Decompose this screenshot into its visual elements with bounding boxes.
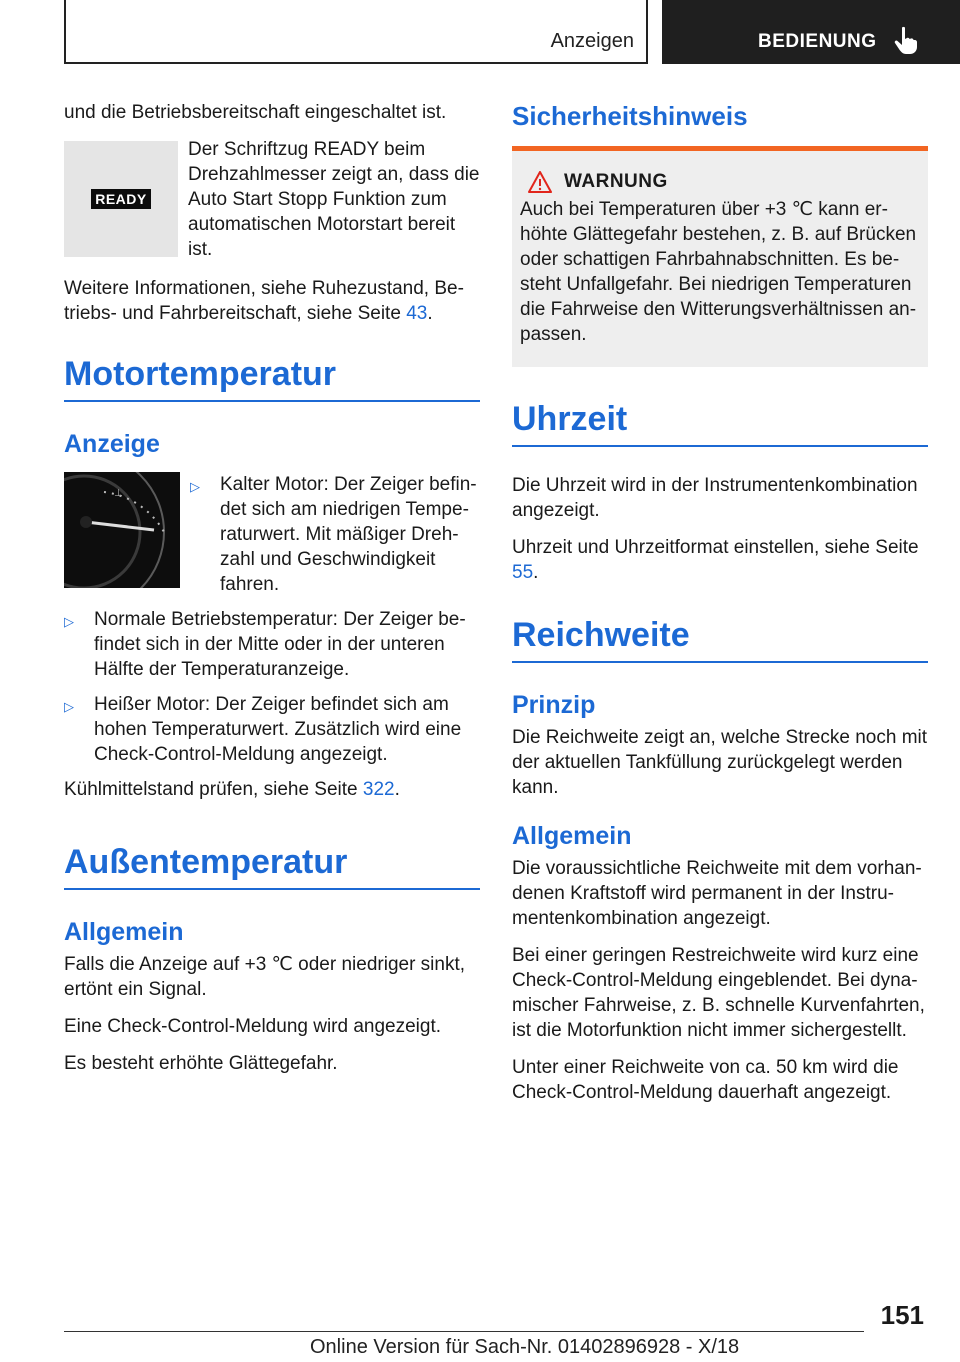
chapter-label: BEDIENUNG [758,31,877,52]
range-general-text-2: Bei einer geringen Restreichweite wird kurz eine Check-Control-Meldung eingeblendet. Bei dynamischer Fahrweise, z. B. schnelle Kurvenfahrten, ist die Motorfunktion nicht immer sichergestellt. [512,945,925,1041]
triangle-bullet-icon: ▷ [64,699,74,714]
range-principle-text: Die Reichweite zeigt an, welche Strecke noch mit der aktuellen Tankfüllung zurückgelegt werden kann. [512,727,928,798]
section-title-sicherheitshinweis: Sicherheitshinweis [512,101,748,131]
range-general-text-1: Die voraussichtliche Reichweite mit dem vorhandenen Kraftstoff wird permanent in der Instrumentenkombination angezeigt. [512,858,922,929]
subsection-title-allgemein: Allgemein [64,918,184,946]
warning-label: WARNUNG [564,171,668,192]
subsection-title-anzeige: Anzeige [64,430,160,458]
footer-online-version: Online Version für Sach-Nr. 01402896928 - X/18 [310,1336,740,1358]
warning-box [512,146,928,367]
section-tab[interactable] [64,0,648,64]
page-header [0,0,960,66]
ready-figure [64,141,178,257]
outside-temp-text-2: Eine Check-Control-Meldung wird angezeigt. [64,1016,442,1037]
triangle-bullet-icon: ▷ [190,479,200,494]
clock-text-2: Uhrzeit und Uhrzeitformat einstellen, siehe Seite 55. [512,537,919,583]
right-column [512,100,928,1117]
outside-temp-text-3: Es besteht erhöhte Glättegefahr. [64,1053,338,1074]
bullet-normal-temperature: ▷ Normale Betriebstemperatur: Der Zeiger befindet sich in der Mitte oder in der unteren Hälfte der Temperaturanzeige. [64,609,466,680]
ready-badge: READY [91,189,151,209]
subsection-title-prinzip: Prinzip [512,691,596,719]
bullet-cold-engine: ▷ Kalter Motor: Der Zeiger befindet sich am niedrigen Temperaturwert. Mit mäßiger Drehzahl und Geschwindigkeit fahren. [190,474,477,595]
bullet-hot-engine: ▷ Heißer Motor: Der Zeiger befindet sich am hohen Temperaturwert. Zusätzlich wird eine Check-Control-Meldung angezeigt. [64,694,462,765]
page-link-322[interactable]: 322 [362,779,395,800]
section-title-uhrzeit: Uhrzeit [512,399,928,447]
section-title-reichweite: Reichweite [512,615,928,663]
clock-text-1: Die Uhrzeit wird in der Instrumentenkombination angezeigt. [512,475,918,521]
page-link-43[interactable]: 43 [406,303,428,324]
subsection-title-allgemein-range: Allgemein [512,822,632,850]
ready-figure-row [64,141,480,262]
hand-pointer-icon [894,26,918,54]
coolant-text: Kühlmittelstand prüfen, siehe Seite 322. [64,779,400,800]
warning-text: Auch bei Temperaturen über +3 ℃ kann erhöhte Glättegefahr bestehen, z. B. auf Brücken oder schattigen Fahrbahnabschnitten. Es besteht Unfallgefahr. Bei niedrigen Temperaturen die Fahrweise den Witterungsverhältnissen anpassen. [520,199,917,345]
section-title-motortemperatur: Motortemperatur [64,354,480,402]
temperature-gauge-image [64,472,180,588]
chapter-tab[interactable] [662,0,960,64]
section-title-aussentemperatur: Außentemperatur [64,842,480,890]
triangle-bullet-icon: ▷ [64,614,74,629]
more-info-text: Weitere Informationen, siehe Ruhezustand, Betriebs- und Fahrbereitschaft, siehe Seite 43. [64,278,464,324]
gauge-figure-row [64,472,480,597]
temperature-gauge-icon [64,472,180,588]
page-link-55[interactable]: 55 [512,562,534,583]
outside-temp-text-1: Falls die Anzeige auf +3 ℃ oder niedriger sinkt, ertönt ein Signal. [64,954,466,1000]
intro-text: und die Betriebsbereitschaft eingeschaltet ist. [64,102,447,123]
page-number: 151 [880,1300,924,1330]
left-column [64,100,480,1088]
ready-description: Der Schriftzug READY beim Drehzahlmesser zeigt an, dass die Auto Start Stopp Funktion zum automatischen Motorstart bereit ist. [188,139,480,260]
warning-triangle-icon [528,171,552,193]
footer-divider [64,1331,864,1332]
section-label: Anzeigen [550,30,634,52]
svg-text:⊥: ⊥ [114,488,123,499]
warning-header [528,171,920,193]
range-general-text-3: Unter einer Reichweite von ca. 50 km wird die Check-Control-Meldung dauerhaft angezeigt. [512,1057,899,1103]
